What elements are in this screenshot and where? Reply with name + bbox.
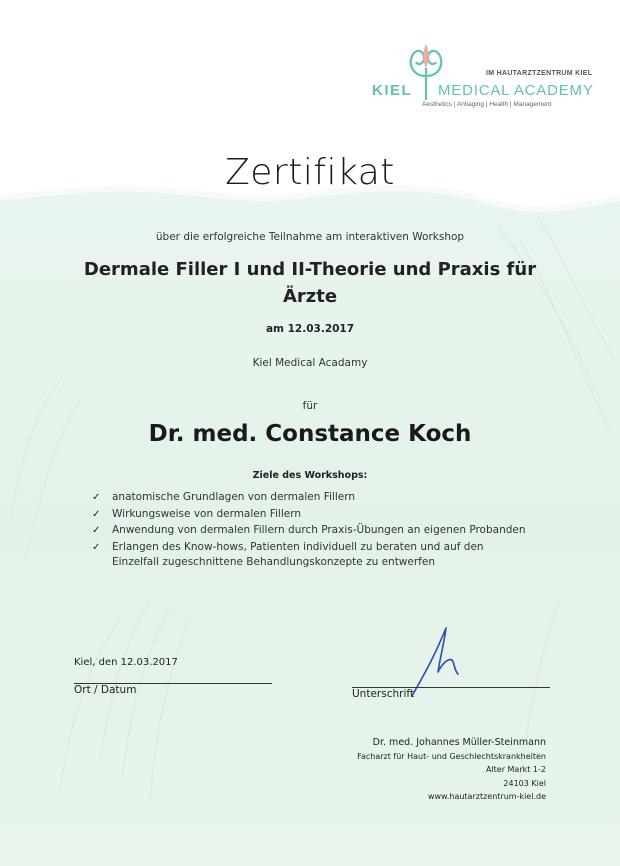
signer-title: Facharzt für Haut- und Geschlechtskrankheiten (357, 751, 546, 761)
list-item (92, 507, 532, 523)
logo-tagline: Aesthetics | Antiaging | Health | Management (422, 101, 552, 108)
logo-brand-kiel: KIEL (372, 82, 413, 99)
certificate-title: Zertifikat (225, 152, 395, 193)
goals-heading: Ziele des Workshops: (252, 470, 368, 481)
intro-text: über die erfolgreiche Teilnahme am interaktiven Workshop (155, 231, 465, 243)
place-date-label: Ort / Datum (74, 684, 137, 696)
signer-block (357, 736, 546, 804)
academy-name: Kiel Medical Acadamy (252, 357, 368, 369)
for-label: für (302, 400, 318, 412)
goal-text: Erlangen des Know-hows, Patienten individuell zu beraten und auf den Einzelfall zugeschnittene Behandlungskonzepte zu entwerfen (112, 540, 484, 568)
goal-text: Anwendung von dermalen Fillern durch Praxis-Übungen an eigenen Probanden (112, 524, 526, 536)
checkmark-icon: ✓ (92, 508, 101, 520)
checkmark-icon: ✓ (92, 492, 101, 503)
place-date-value: Kiel, den 12.03.2017 (74, 657, 178, 668)
goals-list (92, 490, 532, 572)
list-item (92, 490, 532, 506)
signer-name: Dr. med. Johannes Müller-Steinmann (372, 737, 546, 748)
signer-website: www.hautarztzentrum-kiel.de (427, 792, 546, 801)
logo-brand-academy: MEDICAL ACADEMY (438, 82, 594, 99)
logo-top-line: IM HAUTARZTZENTRUM KIEL (486, 70, 593, 77)
academy-logo (372, 42, 592, 132)
signature-label: Unterschrift (352, 688, 414, 700)
recipient-name: Dr. med. Constance Koch (148, 421, 472, 447)
list-item (92, 523, 532, 539)
goal-text: anatomische Grundlagen von dermalen Fillern (112, 491, 355, 503)
goal-text: Wirkungsweise von dermalen Fillern (112, 507, 302, 520)
signer-city: 24103 Kiel (503, 778, 546, 788)
course-title: Dermale Filler I und II-Theorie und Praxis für Ärzte (83, 259, 537, 307)
signer-street: Alter Markt 1-2 (485, 765, 546, 774)
workshop-date: am 12.03.2017 (265, 323, 355, 335)
checkmark-icon: ✓ (92, 541, 101, 553)
list-item (92, 540, 532, 571)
checkmark-icon: ✓ (92, 525, 101, 536)
